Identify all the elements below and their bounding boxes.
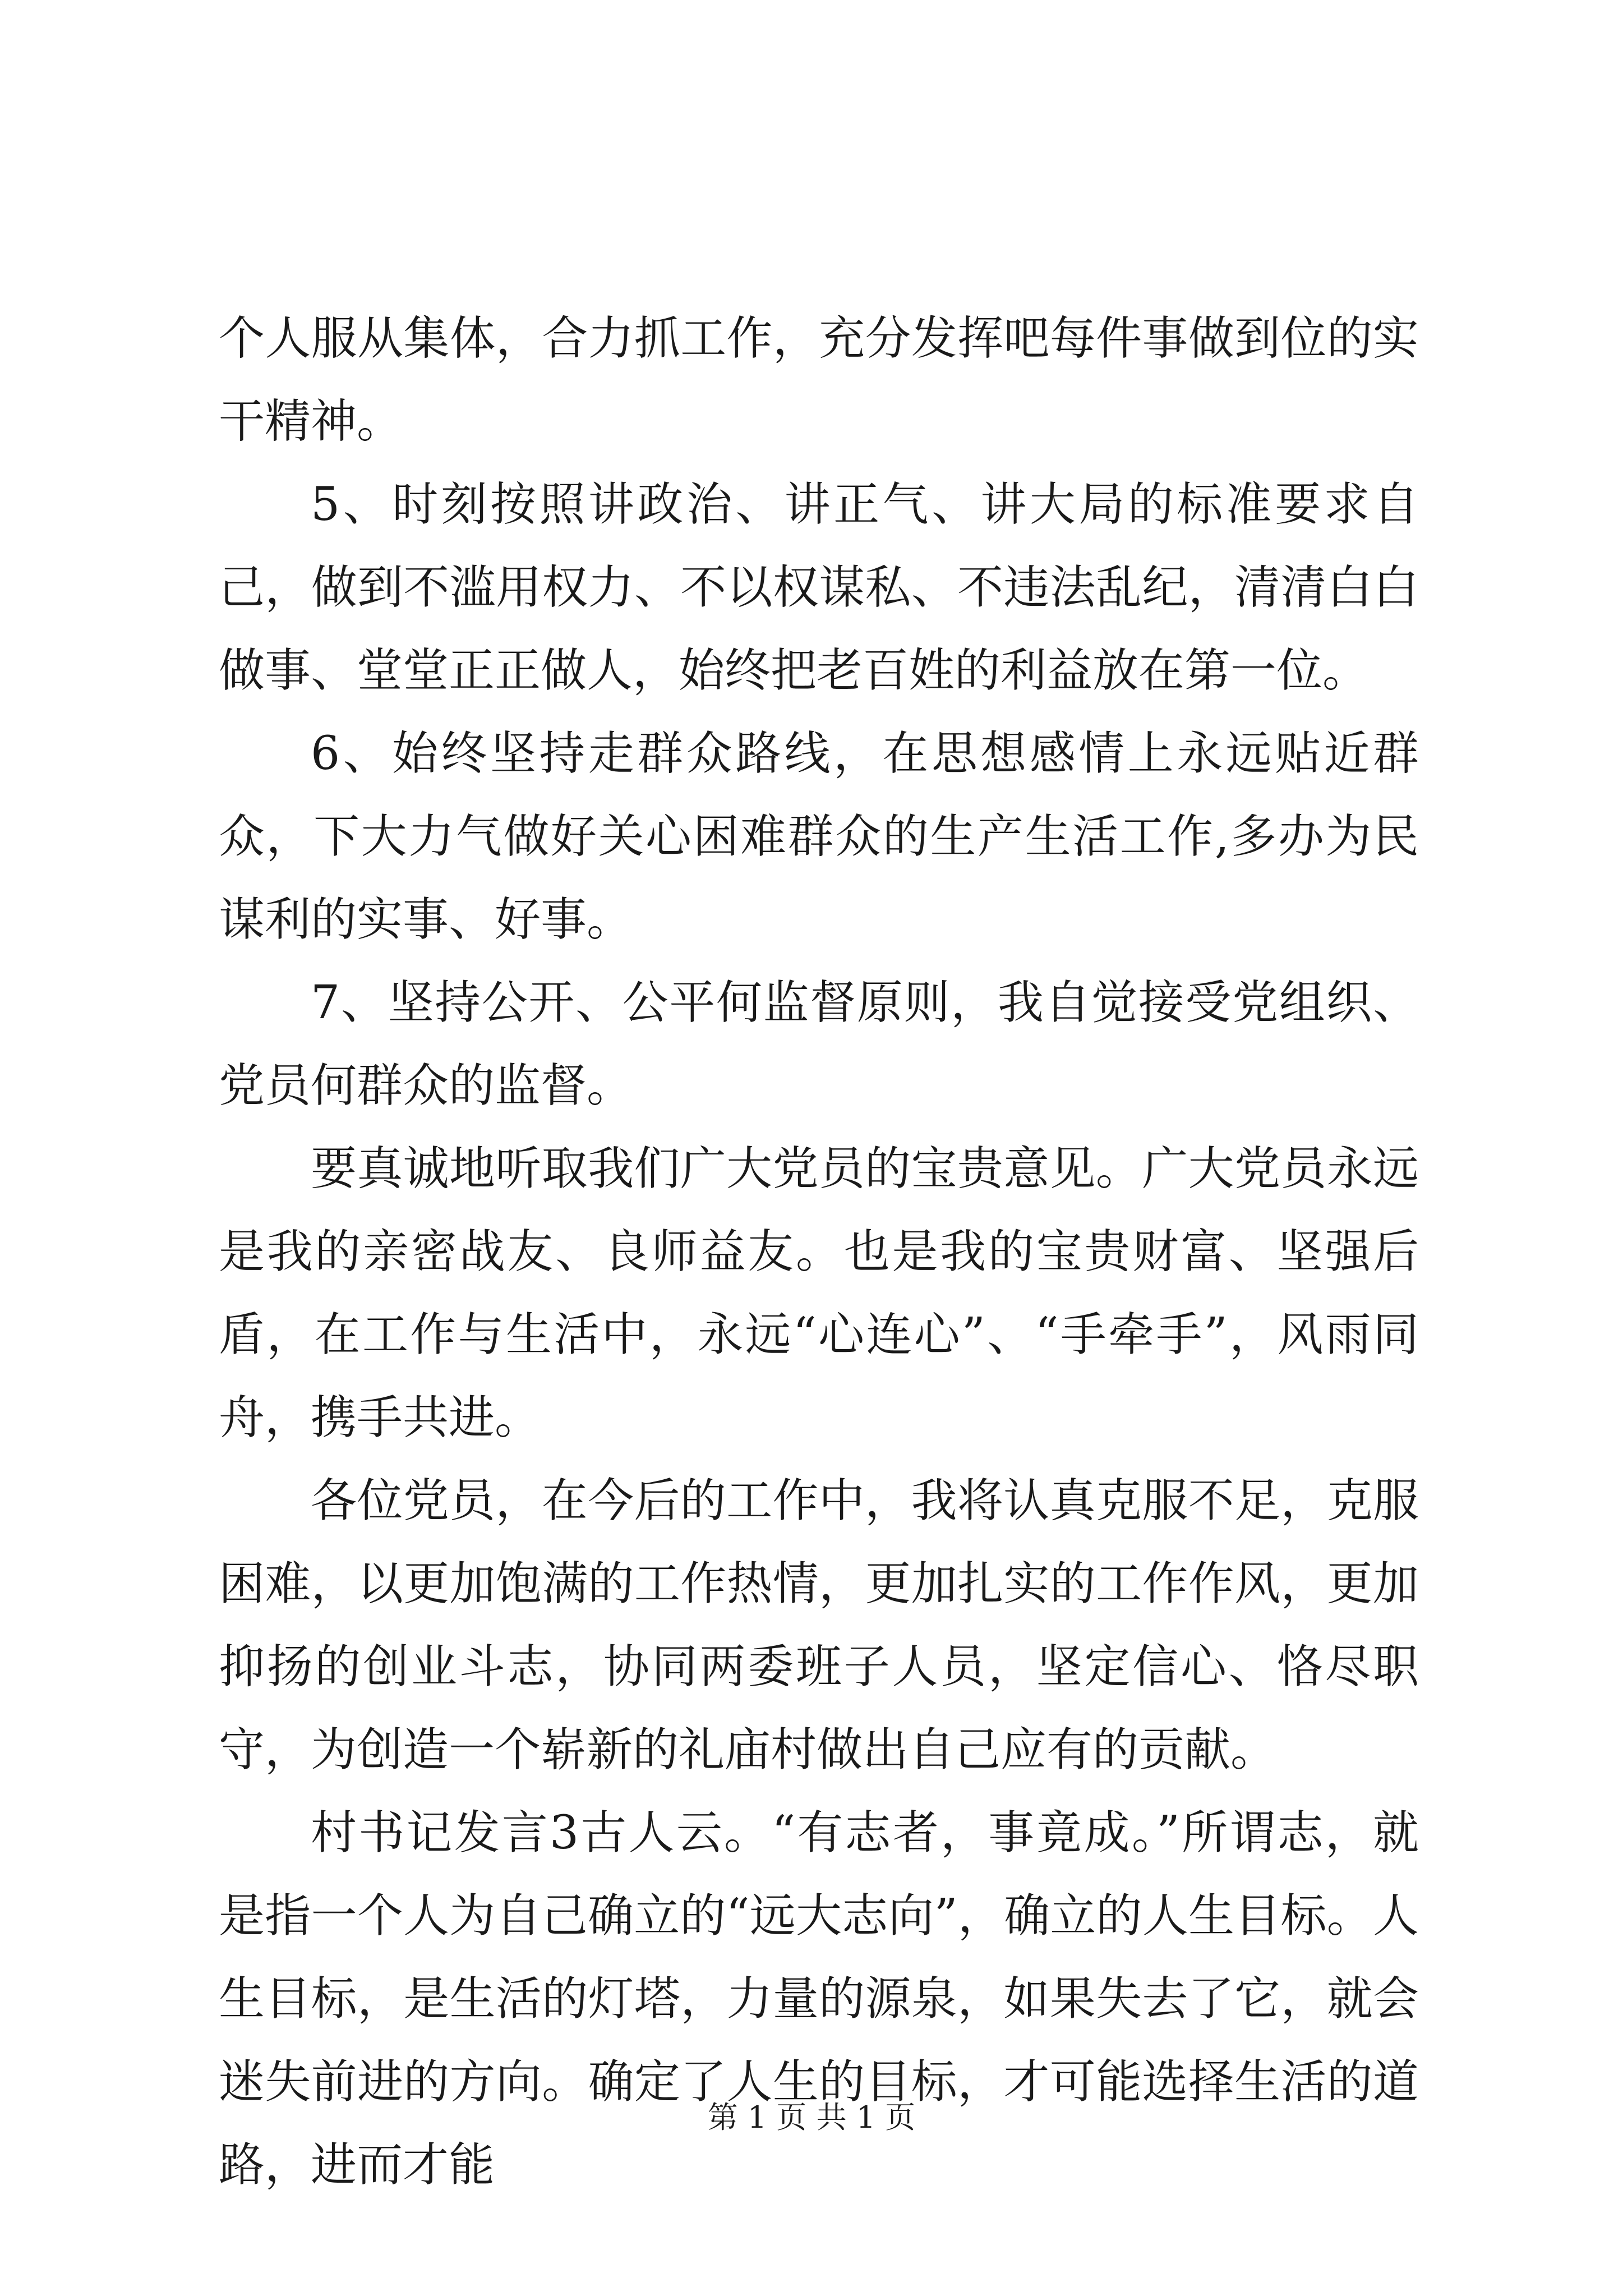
paragraph-1: 个人服从集体，合力抓工作，充分发挥吧每件事做到位的实干精神。	[219, 312, 1419, 448]
paragraph-5: 要真诚地听取我们广大党员的宝贵意见。广大党员永远是我的亲密战友、良师益友。也是我的宝贵财富、坚强后盾，在工作与生活中，永远“心连心”、“手牵手”，风雨同舟，携手共进。	[219, 1142, 1419, 1444]
page-footer: 第 1 页 共 1 页	[707, 2100, 916, 2135]
paragraph-3: 6、始终坚持走群众路线，在思想感情上永远贴近群众，下大力气做好关心困难群众的生产生活工作,多办为民谋利的实事、好事。	[219, 727, 1419, 946]
paragraph-4: 7、坚持公开、公平何监督原则，我自觉接受党组织、党员何群众的监督。	[219, 976, 1419, 1112]
paragraph-6: 各位党员，在今后的工作中，我将认真克服不足，克服困难，以更加饱满的工作热情，更加扎实的工作作风，更加抑扬的创业斗志，协同两委班子人员，坚定信心、恪尽职守，为创造一个崭新的礼庙村做出自己应有的贡献。	[219, 1474, 1419, 1777]
paragraph-7: 村书记发言3古人云。“有志者，事竟成。”所谓志，就是指一个人为自己确立的“远大志向”，确立的人生目标。人生目标，是生活的灯塔，力量的源泉，如果失去了它，就会迷失前进的方向。确定了人生的目标，才可能选择生活的道路，进而才能	[219, 1806, 1419, 2192]
document-body	[219, 297, 1419, 2207]
paragraph-2: 5、时刻按照讲政治、讲正气、讲大局的标准要求自己，做到不滥用权力、不以权谋私、不违法乱纪，清清白白做事、堂堂正正做人，始终把老百姓的利益放在第一位。	[219, 478, 1419, 697]
